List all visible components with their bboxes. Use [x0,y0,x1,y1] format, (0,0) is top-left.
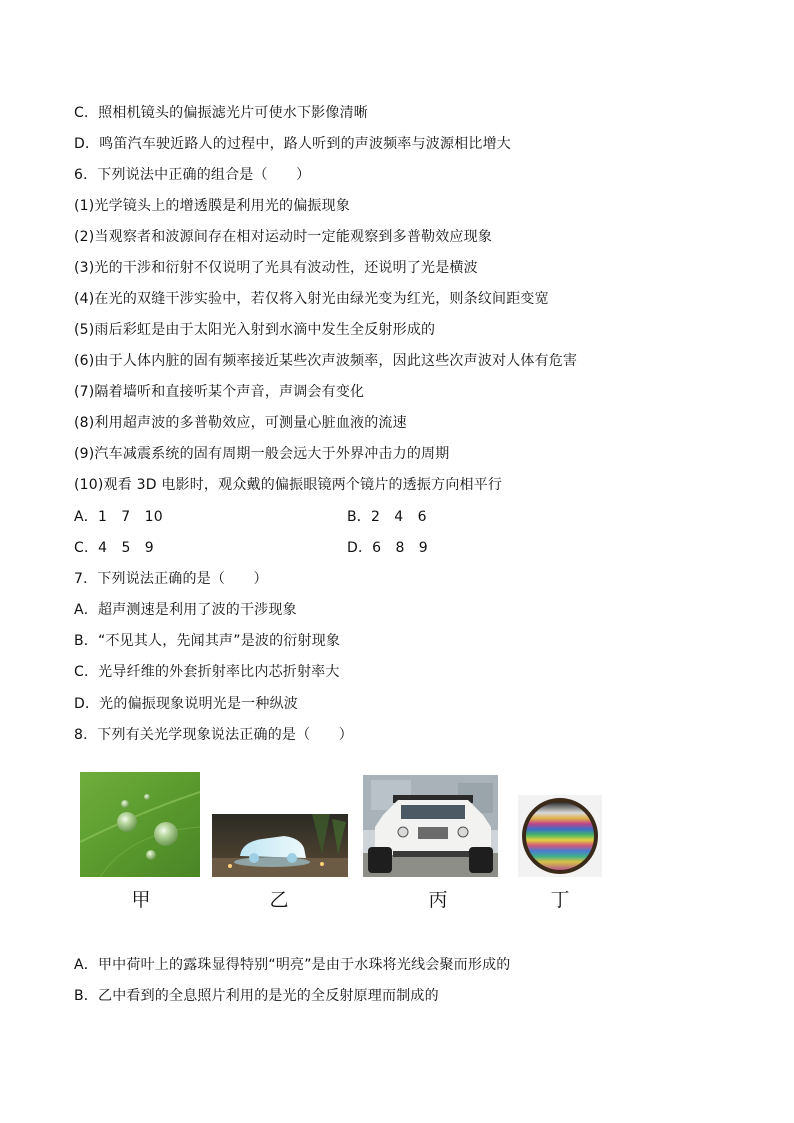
question-6-statement-2: (2)当观察者和波源间存在相对运动时一定能观察到多普勒效应现象 [74,229,493,245]
question-7-option-b: B．“不见其人，先闻其声”是波的衍射现象 [74,633,341,649]
figure-ding-thin-film-interference [518,795,602,877]
figure-caption-bing: 丙 [428,889,448,911]
figure-jia-dew-on-lotus-leaf [80,772,200,877]
question-6-statement-9: (9)汽车减震系统的固有周期一般会远大于外界冲击力的周期 [74,446,450,462]
question-6-option-b: B．2 4 6 [347,509,427,525]
question-5-option-d: D．鸣笛汽车驶近路人的过程中，路人听到的声波频率与波源相比增大 [74,136,511,152]
figure-caption-jia: 甲 [131,889,151,911]
question-8-stem: 8．下列有关光学现象说法正确的是（ ） [74,727,353,743]
question-6-option-c: C．4 5 9 [74,540,154,556]
question-7-option-d: D．光的偏振现象说明光是一种纵波 [74,696,298,712]
question-6-statement-6: (6)由于人体内脏的固有频率接近某些次声波频率，因此这些次声波对人体有危害 [74,353,578,369]
question-6-option-a: A．1 7 10 [74,509,163,525]
question-6-statement-5: (5)雨后彩虹是由于太阳光入射到水滴中发生全反射形成的 [74,322,436,338]
figure-caption-ding: 丁 [550,889,570,911]
question-5-option-c: C．照相机镜头的偏振滤光片可使水下影像清晰 [74,105,368,121]
question-6-statement-8: (8)利用超声波的多普勒效应，可测量心脏血液的流速 [74,415,407,431]
question-8-option-a: A．甲中荷叶上的露珠显得特别“明亮”是由于水珠将光线会聚而形成的 [74,957,511,973]
figure-yi-hologram-car [212,814,348,877]
figure-bing-white-suv [363,775,498,877]
question-7-stem: 7．下列说法正确的是（ ） [74,571,268,587]
question-6-statement-1: (1)光学镜头上的增透膜是利用光的偏振现象 [74,198,351,214]
question-6-statement-7: (7)隔着墙听和直接听某个声音，声调会有变化 [74,384,365,400]
question-6-option-d: D．6 8 9 [347,540,428,556]
question-6-statement-10: (10)观看 3D 电影时，观众戴的偏振眼镜两个镜片的透振方向相平行 [74,477,503,493]
figure-caption-yi: 乙 [269,889,289,911]
question-6-statement-4: (4)在光的双缝干涉实验中，若仅将入射光由绿光变为红光，则条纹间距变宽 [74,291,549,307]
question-6-statement-3: (3)光的干涉和衍射不仅说明了光具有波动性，还说明了光是横波 [74,260,478,276]
question-6-stem: 6．下列说法中正确的组合是（ ） [74,167,311,183]
question-7-option-a: A．超声测速是利用了波的干涉现象 [74,602,297,618]
question-8-option-b: B．乙中看到的全息照片利用的是光的全反射原理而制成的 [74,988,439,1004]
question-7-option-c: C．光导纤维的外套折射率比内芯折射率大 [74,664,340,680]
